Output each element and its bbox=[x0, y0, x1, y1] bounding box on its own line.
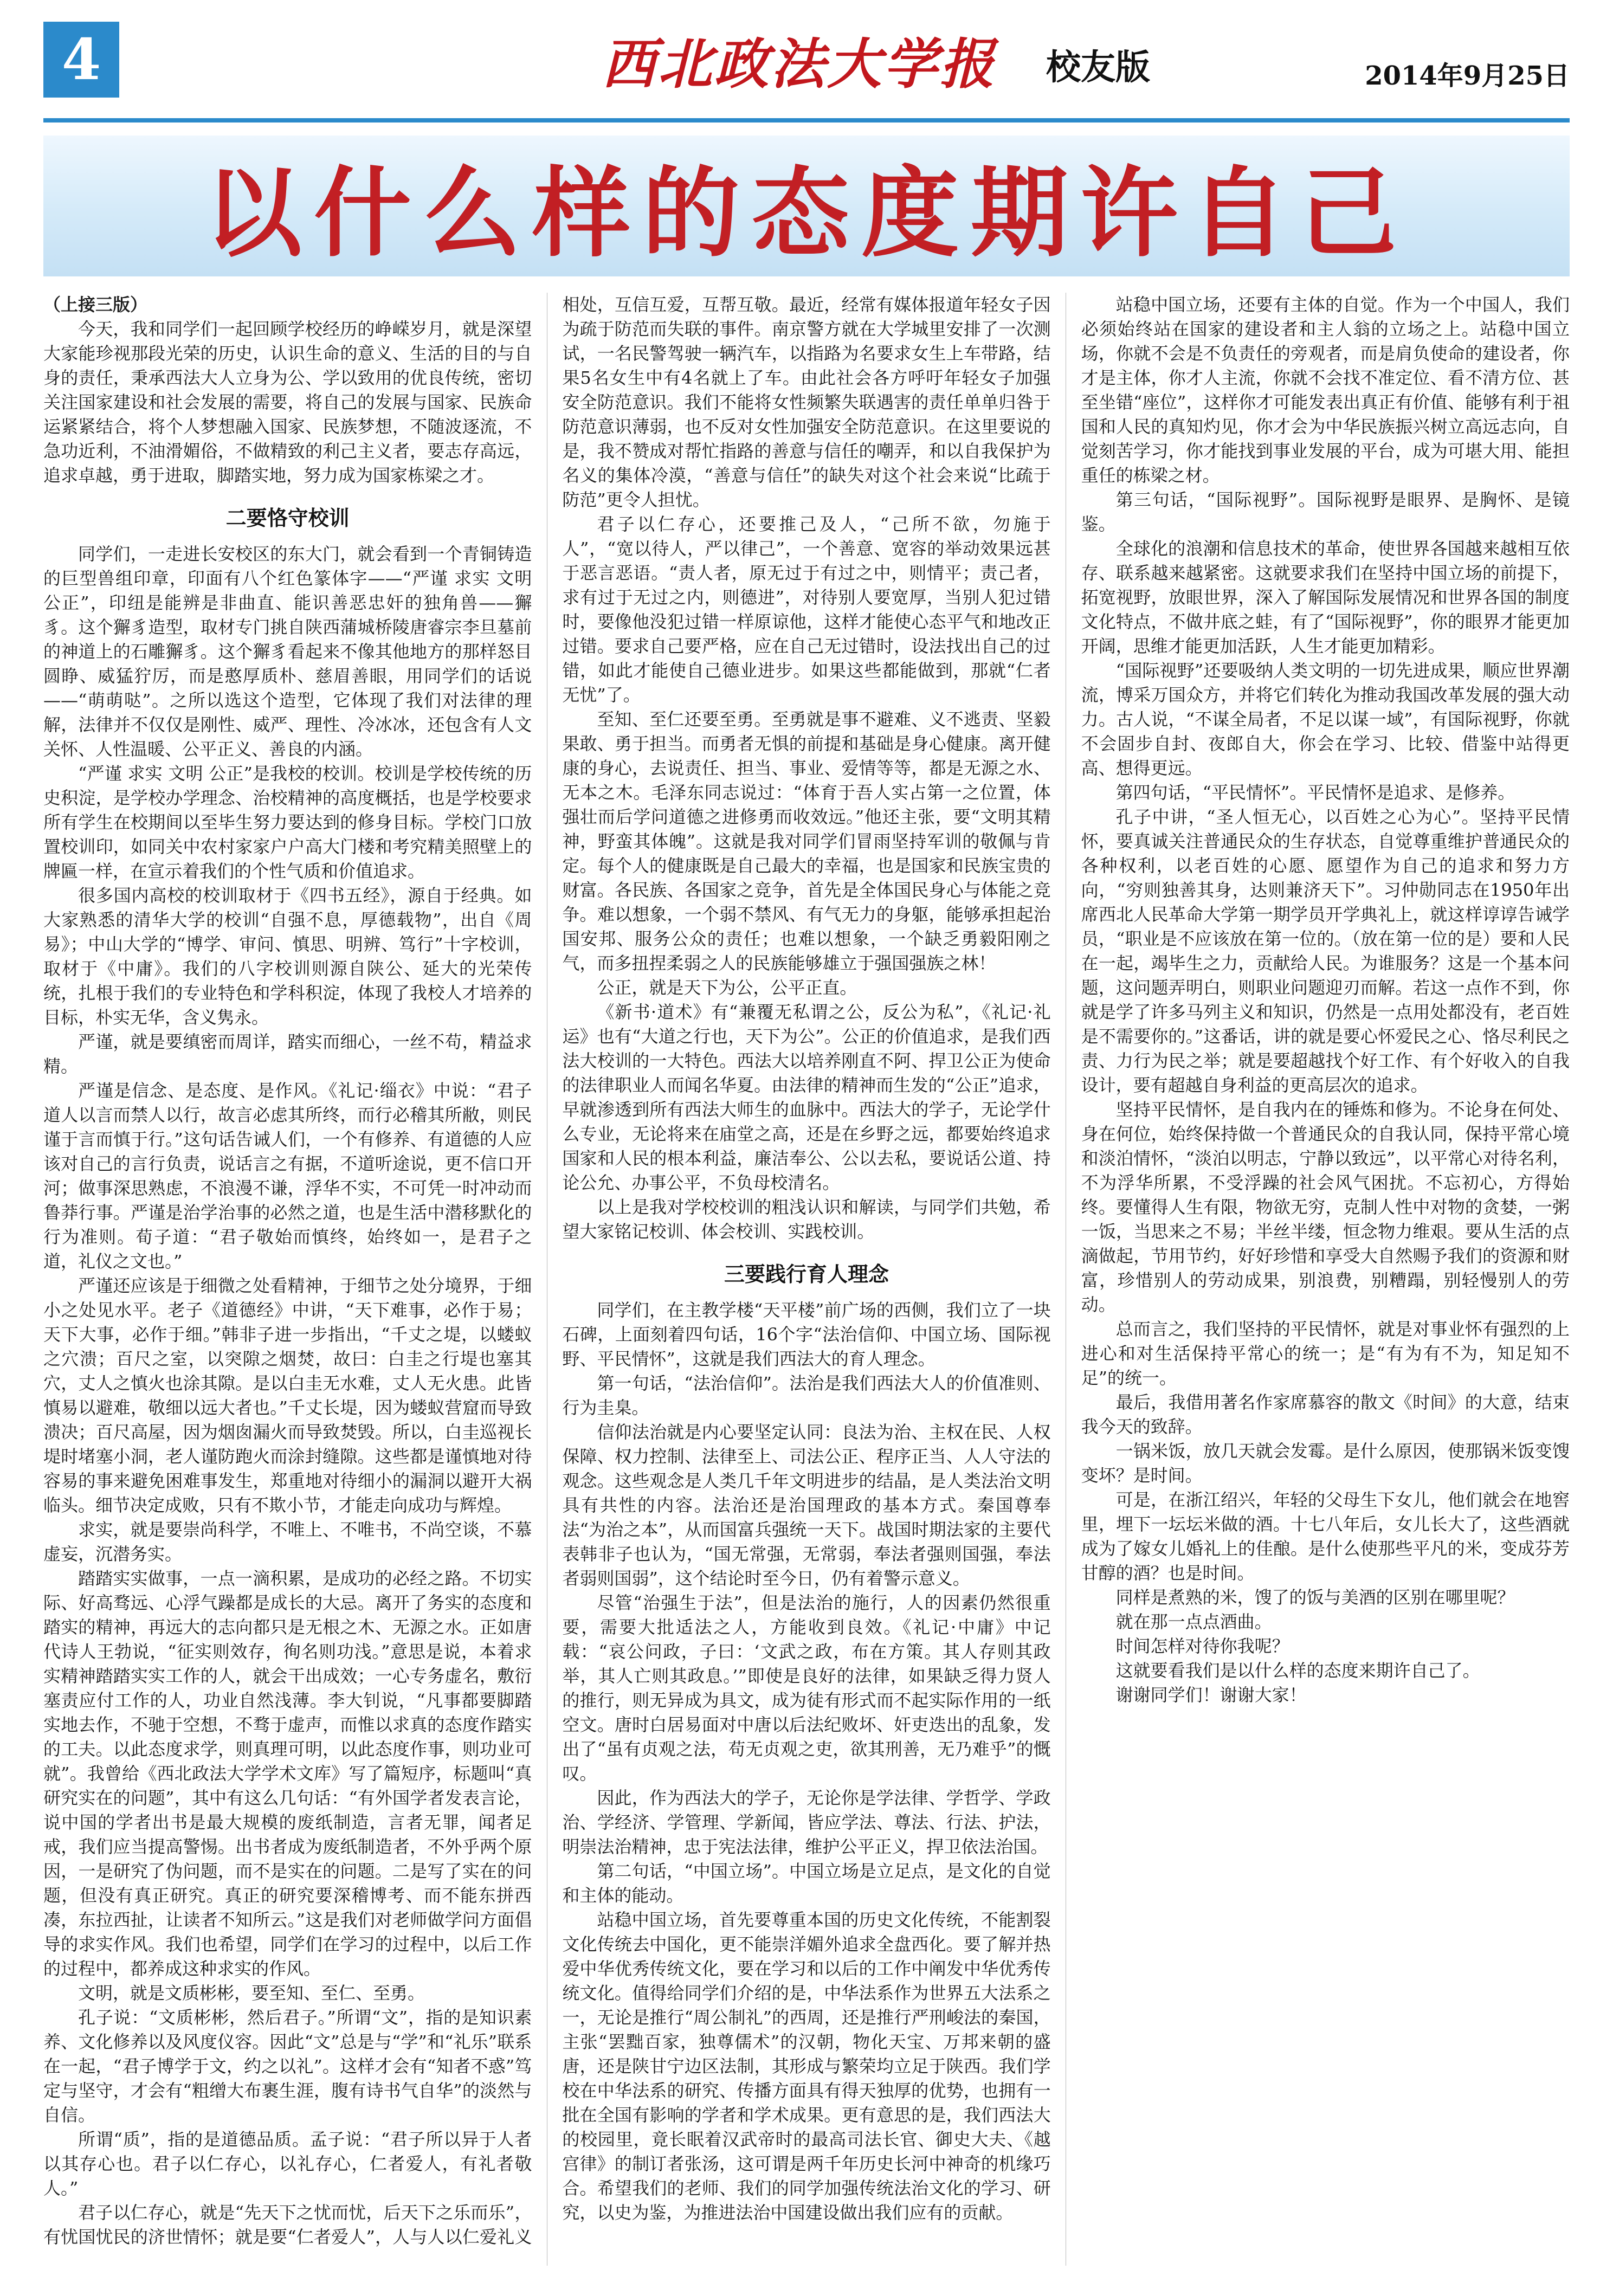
article-paragraph: 站稳中国立场，首先要尊重本国的历史文化传统，不能割裂文化传统去中国化，更不能崇洋媚外追求全盘西化。要了解并热爱中华优秀传统文化，要在学习和以后的工作中阐发中华优秀传统文化。值得给同学们介绍的是，中华法系作为世界五大法系之一，无论是推行“周公制礼”的西周，还是推行严刑峻法的秦国，主张“罢黜百家，独尊儒术”的汉朝，物化天宝、万邦来朝的盛唐，还是陕甘宁边区法制，其形成与繁荣均立足于陕西。我们学校在中华法系的研究、传播方面具有得天独厚的优势，也拥有一批在全国有影响的学者和学术成果。更有意思的是，我们西法大的校园里，竟长眠着汉武帝时的最高司法长官、御史大夫、《越宫律》的制订者张汤，这可谓是两千年历史长河中神奇的机缘巧合。希望我们的老师、我们的同学加强传统法治文化的学习、研究，以史为鉴，为推进法治中国建设做出我们应有的贡献。 bbox=[562, 1910, 1051, 2223]
article-paragraph: 总而言之，我们坚持的平民情怀，就是对事业怀有强烈的上进心和对生活保持平常心的统一；是“有为有不为，知足知不足”的统一。 bbox=[1081, 1319, 1570, 1388]
article-paragraph: 第三句话，“国际视野”。国际视野是眼界、是胸怀、是镜鉴。 bbox=[1081, 489, 1570, 534]
article-paragraph: 第四句话，“平民情怀”。平民情怀是追求、是修养。 bbox=[1115, 782, 1515, 803]
article-paragraph: “严谨 求实 文明 公正”是我校的校训。校训是学校传统的历史积淀，是学校办学理念、治校精神的高度概括，也是学校要求所有学生在校期间以至毕生努力要达到的修身目标。学校门口放置校训印，如同关中农村家家户户高大门楼和考究精美照壁上的牌匾一样，在宣示着我们的个性气质和价值追求。 bbox=[43, 763, 532, 881]
article-paragraph: 这就要看我们是以什么样的态度来期许自己了。 bbox=[1115, 1660, 1480, 1681]
article-paragraph: 时间怎样对待你我呢？ bbox=[1115, 1636, 1289, 1656]
article-paragraph: 尽管“治强生于法”，但是法治的施行，人的因素仍然很重要，需要大批适法之人，方能收到良效。《礼记·中庸》中记载：“哀公问政，子曰：‘文武之政，布在方策。其人存则其政举，其人亡则其政息。’”即使是良好的法律，如果缺乏得力贤人的推行，则无异成为具文，成为徒有形式而不起实际作用的一纸空文。唐时白居易面对中唐以后法纪败坏、奸吏迭出的乱象，发出了“虽有贞观之法，苟无贞观之吏，欲其刑善，无乃难乎”的慨叹。 bbox=[562, 1592, 1051, 1784]
headline-banner bbox=[43, 136, 1570, 276]
article-headline: 以什么样的态度期许自己 bbox=[204, 157, 1409, 270]
article-paragraph: 文明，就是文质彬彬，要至知、至仁、至勇。 bbox=[78, 1983, 425, 2003]
article-body bbox=[43, 293, 1570, 2266]
article-paragraph: “国际视野”还要吸纳人类文明的一切先进成果，顺应世界潮流，博采万国众方，并将它们转化为推动我国改革发展的强大动力。古人说，“不谋全局者，不足以谋一域”，有国际视野，你就不会固步自封、夜郎自大，你会在学习、比较、借鉴中站得更高、想得更远。 bbox=[1081, 660, 1570, 778]
article-paragraph: 同样是煮熟的米，馊了的饭与美酒的区别在哪里呢？ bbox=[1115, 1587, 1515, 1608]
article-paragraph: 最后，我借用著名作家席慕容的散文《时间》的大意，结束我今天的致辞。 bbox=[1081, 1392, 1570, 1437]
article-paragraph: 所谓“质”，指的是道德品质。孟子说：“君子所以异于人者以其存心也。君子以仁存心，以礼存心，仁者爱人，有礼者敬人。” bbox=[43, 2129, 532, 2198]
page-number: 4 bbox=[43, 22, 119, 98]
article-paragraph: 全球化的浪潮和信息技术的革命，使世界各国越来越相互依存、联系越来越紧密。这就要求我们在坚持中国立场的前提下，拓宽视野，放眼世界，深入了解国际发展情况和世界各国的制度文化特点，不做井底之蛙，有了“国际视野”，你的眼界才能更加开阔，思维才能更加活跃，人生才能更加精彩。 bbox=[1081, 538, 1570, 656]
article-paragraph: 君子以仁存心，就是“先天下之忧而忧，后天下之乐而乐”，有忧国忧民的济世情怀；就是要“仁者爱人”，人与人以仁爱礼义相处，互信互爱，互帮互敬。最近，经常有媒体报道年轻女子因为疏于防范而失联的事件。南京警方就在大学城里安排了一次测试，一名民警驾驶一辆汽车，以指路为名要求女生上车带路，结果5名女生中有4名就上了车。由此社会各方呼吁年轻女子加强安全防范意识。我们不能将女性频繁失联遇害的责任单单归咎于防范意识薄弱，也不反对女性加强安全防范意识。在这里要说的是，我不赞成对帮忙指路的善意与信任的嘲弄，和以自我保护为名义的集体冷漠，“善意与信任”的缺失对这个社会来说“比疏于防范”更令人担忧。 bbox=[43, 294, 1051, 2247]
masthead-divider bbox=[43, 118, 1570, 122]
article-paragraph: 以上是我对学校校训的粗浅认识和解读，与同学们共勉，希望大家铭记校训、体会校训、实践校训。 bbox=[562, 1197, 1051, 1242]
article-paragraph: 公正，就是天下为公，公平正直。 bbox=[597, 977, 857, 998]
article-paragraph: 第二句话，“中国立场”。中国立场是立足点，是文化的自觉和主体的能动。 bbox=[562, 1861, 1051, 1906]
article-paragraph: 严谨，就是要缜密而周详，踏实而细心，一丝不苟，精益求精。 bbox=[43, 1031, 532, 1076]
article-paragraph: 就在那一点点酒曲。 bbox=[1115, 1611, 1272, 1632]
section-heading: 三要践行育人理念 bbox=[724, 1262, 889, 1286]
article-paragraph: 站稳中国立场，还要有主体的自觉。作为一个中国人，我们必须始终站在国家的建设者和主人翁的立场之上。站稳中国立场，你就不会是不负责任的旁观者，而是肩负使命的建设者，你才是主体，你才人主流，你就不会找不准定位、看不清方位、甚至坐错“座位”，这样你才可能发表出真正有价值、能够有利于祖国和人民的真知灼见，你才会为中华民族振兴树立高远志向，自觉刻苦学习，你才能找到事业发展的平台，成为可堪大用、能担重任的栋梁之材。 bbox=[1081, 294, 1570, 486]
article-paragraph: 信仰法治就是内心要坚定认同：良法为治、主权在民、人权保障、权力控制、法律至上、司法公正、程序正当、人人守法的观念。这些观念是人类几千年文明进步的结晶，是人类法治文明具有共性的内容。法治还是治国理政的基本方式。秦国尊奉法“为治之本”，从而国富兵强统一天下。战国时期法家的主要代表韩非子也认为，“国无常强，无常弱，奉法者强则国强，奉法者弱则国弱”，这个结论时至今日，仍有着警示意义。 bbox=[562, 1422, 1051, 1589]
article-paragraph: 第一句话，“法治信仰”。法治是我们西法大人的价值准则、行为圭臬。 bbox=[562, 1373, 1051, 1418]
article-paragraph: 同学们，一走进长安校区的东大门，就会看到一个青铜铸造的巨型兽组印章，印面有八个红色篆体字——“严谨 求实 文明 公正”，印纽是能辨是非曲直、能识善恶忠奸的独角兽——獬豸。这个獬豸造型，取材专门挑自陕西蒲城桥陵唐睿宗李旦墓前的神道上的石雕獬豸。这个獬豸看起来不像其他地方的那样怒目圆睁、威猛狞厉，而是憨厚质朴、慈眉善眼，用同学们的话说——“萌萌哒”。之所以选这个造型，它体现了我们对法律的理解，法律并不仅仅是刚性、威严、理性、冷冰冰，还包含有人文关怀、人性温暖、公平正义、善良的内涵。 bbox=[43, 544, 532, 759]
edition-label: 校友版 bbox=[1046, 47, 1150, 88]
article-paragraph: 至知、至仁还要至勇。至勇就是事不避难、义不逃责、坚毅果敢、勇于担当。而勇者无惧的前提和基础是身心健康。离开健康的身心，去说责任、担当、事业、爱情等等，都是无源之水、无本之木。毛泽东同志说过：“体育于吾人实占第一之位置，体强壮而后学问道德之进修勇而收效远。”他还主张，要“文明其精神，野蛮其体魄”。这就是我对同学们冒雨坚持军训的敬佩与肯定。每个人的健康既是自己最大的幸福，也是国家和民族宝贵的财富。各民族、各国家之竞争，首先是全体国民身心与体能之竞争。难以想象，一个弱不禁风、有气无力的身躯，能够承担起治国安邦、服务公众的责任；也难以想象，一个缺乏勇毅阳刚之气，而多扭捏柔弱之人的民族能够雄立于强国强族之林！ bbox=[562, 709, 1051, 973]
article-paragraph: 同学们，在主教学楼“天平楼”前广场的西侧，我们立了一块石碑，上面刻着四句话，16个字“法治信仰、中国立场、国际视野、平民情怀”，这就是我们西法大的育人理念。 bbox=[562, 1300, 1051, 1369]
article-paragraph: 因此，作为西法大的学子，无论你是学法律、学哲学、学政治、学经济、学管理、学新闻，皆应学法、尊法、行法、护法，明崇法治精神，忠于宪法法律，维护公平正义，捍卫依法治国。 bbox=[562, 1788, 1051, 1857]
article-paragraph: 孔子说：“文质彬彬，然后君子。”所谓“文”，指的是知识素养、文化修养以及风度仪容。因此“文”总是与“学”和“礼乐”联系在一起，“君子博学于文，约之以礼”。这样才会有“知者不惑”笃定与坚守，才会有“粗缯大布裹生涯，腹有诗书气自华”的淡然与自信。 bbox=[43, 2007, 532, 2125]
newspaper-logo: 西北政法大学报 bbox=[602, 32, 996, 96]
masthead bbox=[43, 22, 1570, 130]
article-paragraph: 可是，在浙江绍兴，年轻的父母生下女儿，他们就会在地窖里，埋下一坛坛米做的酒。十七八年后，女儿长大了，这些酒就成为了嫁女儿婚礼上的佳酿。是什么使那些平凡的米，变成芬芳甘醇的酒？也是时间。 bbox=[1081, 1489, 1570, 1583]
article-paragraph: 严谨是信念、是态度、是作风。《礼记·缁衣》中说：“君子道人以言而禁人以行，故言必虑其所终，而行必稽其所敝，则民谨于言而慎于行。”这句话告诫人们，一个有修养、有道德的人应该对自己的言行负责，说话言之有据，不道听途说，更不信口开河；做事深思熟虑，不浪漫不谦，浮华不实，不可凭一时冲动而鲁莽行事。严谨是治学治事的必然之道，也是生活中潜移默化的行为准则。荀子道：“君子敬始而慎终，始终如一，是君子之道，礼仪之文也。” bbox=[43, 1080, 532, 1272]
article-paragraph: 求实，就是要崇尚科学，不唯上、不唯书，不尚空谈，不慕虚妄，沉潜务实。 bbox=[43, 1519, 532, 1564]
article-paragraph: 坚持平民情怀，是自我内在的锤炼和修为。不论身在何处、身在何位，始终保持做一个普通民众的自我认同，保持平常心境和淡泊情怀，“淡泊以明志，宁静以致远”，以平常心对待名利，不为浮华所累，不受浮躁的社会风气困扰。不忘初心，方得始终。要懂得人生有限，物欲无穷，克制人性中对物的贪婪，一粥一饭，当思来之不易；半丝半缕，恒念物力维艰。要从生活的点滴做起，节用节约，好好珍惜和享受大自然赐予我们的资源和财富，珍惜别人的劳动成果，别浪费，别糟蹋，别轻慢别人的劳动。 bbox=[1081, 1099, 1570, 1315]
article-paragraph: 踏踏实实做事，一点一滴积累，是成功的必经之路。不切实际、好高骛远、心浮气躁都是成长的大忌。离开了务实的态度和踏实的精神，再远大的志向都只是无根之木、无源之水。正如唐代诗人王勃说，“征实则效存，徇名则功浅。”意思是说，本着求实精神踏踏实实工作的人，就会干出成效；一心专务虚名，敷衍塞责应付工作的人，功业自然浅薄。李大钊说，“凡事都要脚踏实地去作，不驰于空想，不骛于虚声，而惟以求真的态度作踏实的工夫。以此态度求学，则真理可明，以此态度作事，则功业可就”。我曾给《西北政法大学学术文库》写了篇短序，标题叫“真研究实在的问题”，其中有这么几句话：“有外国学者发表言论，说中国的学者出书是最大规模的废纸制造，言者无罪，闻者足戒，我们应当提高警惕。出书者成为废纸制造者，不外乎两个原因，一是研究了伪问题，而不是实在的问题。二是写了实在的问题，但没有真正研究。真正的研究要深稽博考、而不能东拼西凑，东拉西扯，让读者不知所云。”这是我们对老师做学问方面倡导的求实作风。我们也希望，同学们在学习的过程中，以后工作的过程中，都养成这种求实的作风。 bbox=[43, 1568, 532, 1979]
article-paragraph: 很多国内高校的校训取材于《四书五经》，源自于经典。如大家熟悉的清华大学的校训“自强不息，厚德载物”，出自《周易》；中山大学的“博学、审问、慎思、明辨、笃行”十字校训，取材于《中庸》。我们的八字校训则源自陕公、延大的光荣传统，扎根于我们的专业特色和学科积淀，体现了我校人才培养的目标，朴实无华，含义隽永。 bbox=[43, 885, 532, 1028]
article-paragraph: 君子以仁存心，还要推己及人，“己所不欲，勿施于人”，“宽以待人，严以律己”，一个善意、宽容的举动效果远甚于恶言恶语。“责人者，原无过于有过之中，则情平；责己者，求有过于无过之内，则德进”，对待别人要宽厚，当别人犯过错时，要像他没犯过错一样原谅他，这样才能使心态平气和地改正过错。要求自己要严格，应在自己无过错时，设法找出自己的过错，如此才能使自己德业进步。如果这些都能做到，那就“仁者无忧”了。 bbox=[562, 514, 1051, 705]
article-paragraph: 今天，我和同学们一起回顾学校经历的峥嵘岁月，就是深望大家能珍视那段光荣的历史，认识生命的意义、生活的目的与自身的责任，秉承西法大人立身为公、学以致用的优良传统，密切关注国家建设和社会发展的需要，将自己的发展与国家、民族命运紧紧结合，将个人梦想融入国家、民族梦想，不随波逐流，不急功近利，不油滑媚俗，不做精致的利己主义者，要志存高远，追求卓越，勇于进取，脚踏实地，努力成为国家栋梁之才。 bbox=[43, 319, 532, 486]
article-paragraph: 孔子中讲，“圣人恒无心，以百姓之心为心”。坚持平民情怀，要真诚关注普通民众的生存状态，自觉尊重维护普通民众的各种权利，以老百姓的心愿、愿望作为自己的追求和努力方向，“穷则独善其身，达则兼济天下”。习仲勋同志在1950年出席西北人民革命大学第一期学员开学典礼上，就这样谆谆告诫学员，“职业是不应该放在第一位的。（放在第一位的是）要和人民在一起，竭毕生之力，贡献给人民。为谁服务？这是一个基本问题，这问题弄明白，则职业问题迎刃而解。若这一点作不到，你就是学了许多马列主义和知识，仍然是一点用处都没有，老百姓是不需要你的。”这番话，讲的就是要心怀爱民之心、恪尽利民之责、力行为民之举；就是要超越找个好工作、有个好收入的自我设计，要有超越自身利益的更高层次的追求。 bbox=[1081, 807, 1570, 1095]
section-heading: 二要恪守校训 bbox=[225, 506, 350, 530]
article-paragraph: 严谨还应该是于细微之处看精神，于细节之处分境界，于细小之处见水平。老子《道德经》中讲，“天下难事，必作于易；天下大事，必作于细。”韩非子进一步指出，“千丈之堤，以蝼蚁之穴溃；百尺之室，以突隙之烟焚，故曰：白圭之行堤也塞其穴，丈人之慎火也涂其隙。是以白圭无水难，丈人无火患。此皆慎易以避难，敬细以远大者也。”千丈长堤，因为蝼蚁营窟而导致溃决；百尺高屋，因为烟囱漏火而导致焚毁。所以，白圭巡视长堤时堵塞小洞，老人谨防跑火而涂封缝隙。这些都是谨慎地对待容易的事来避免困难事发生，郑重地对待细小的漏洞以避开大祸临头。细节决定成败，只有不欺小节，才能走向成功与辉煌。 bbox=[43, 1275, 532, 1515]
continued-note: （上接三版） bbox=[43, 294, 148, 315]
article-paragraph: 谢谢同学们！谢谢大家！ bbox=[1115, 1685, 1307, 1705]
article-paragraph: 一锅米饭，放几天就会发霉。是什么原因，使那锅米饭变馊变坏？是时间。 bbox=[1081, 1441, 1570, 1486]
issue-date: 2014年9月25日 bbox=[1365, 61, 1570, 91]
article-paragraph: 《新书·道术》有“兼覆无私谓之公，反公为私”，《礼记·礼运》也有“大道之行也，天下为公”。公正的价值追求，是我们西法大校训的一大特色。西法大以培养刚直不阿、捍卫公正为使命的法律职业人而闻名华夏。由法律的精神而生发的“公正”追求，早就渗透到所有西法大师生的血脉中。西法大的学子，无论学什么专业，无论将来在庙堂之高，还是在乡野之远，都要始终追求国家和人民的根本利益，廉洁奉公、公以去私，要说话公道、持论公允、办事公平，不负母校清名。 bbox=[562, 1002, 1051, 1193]
